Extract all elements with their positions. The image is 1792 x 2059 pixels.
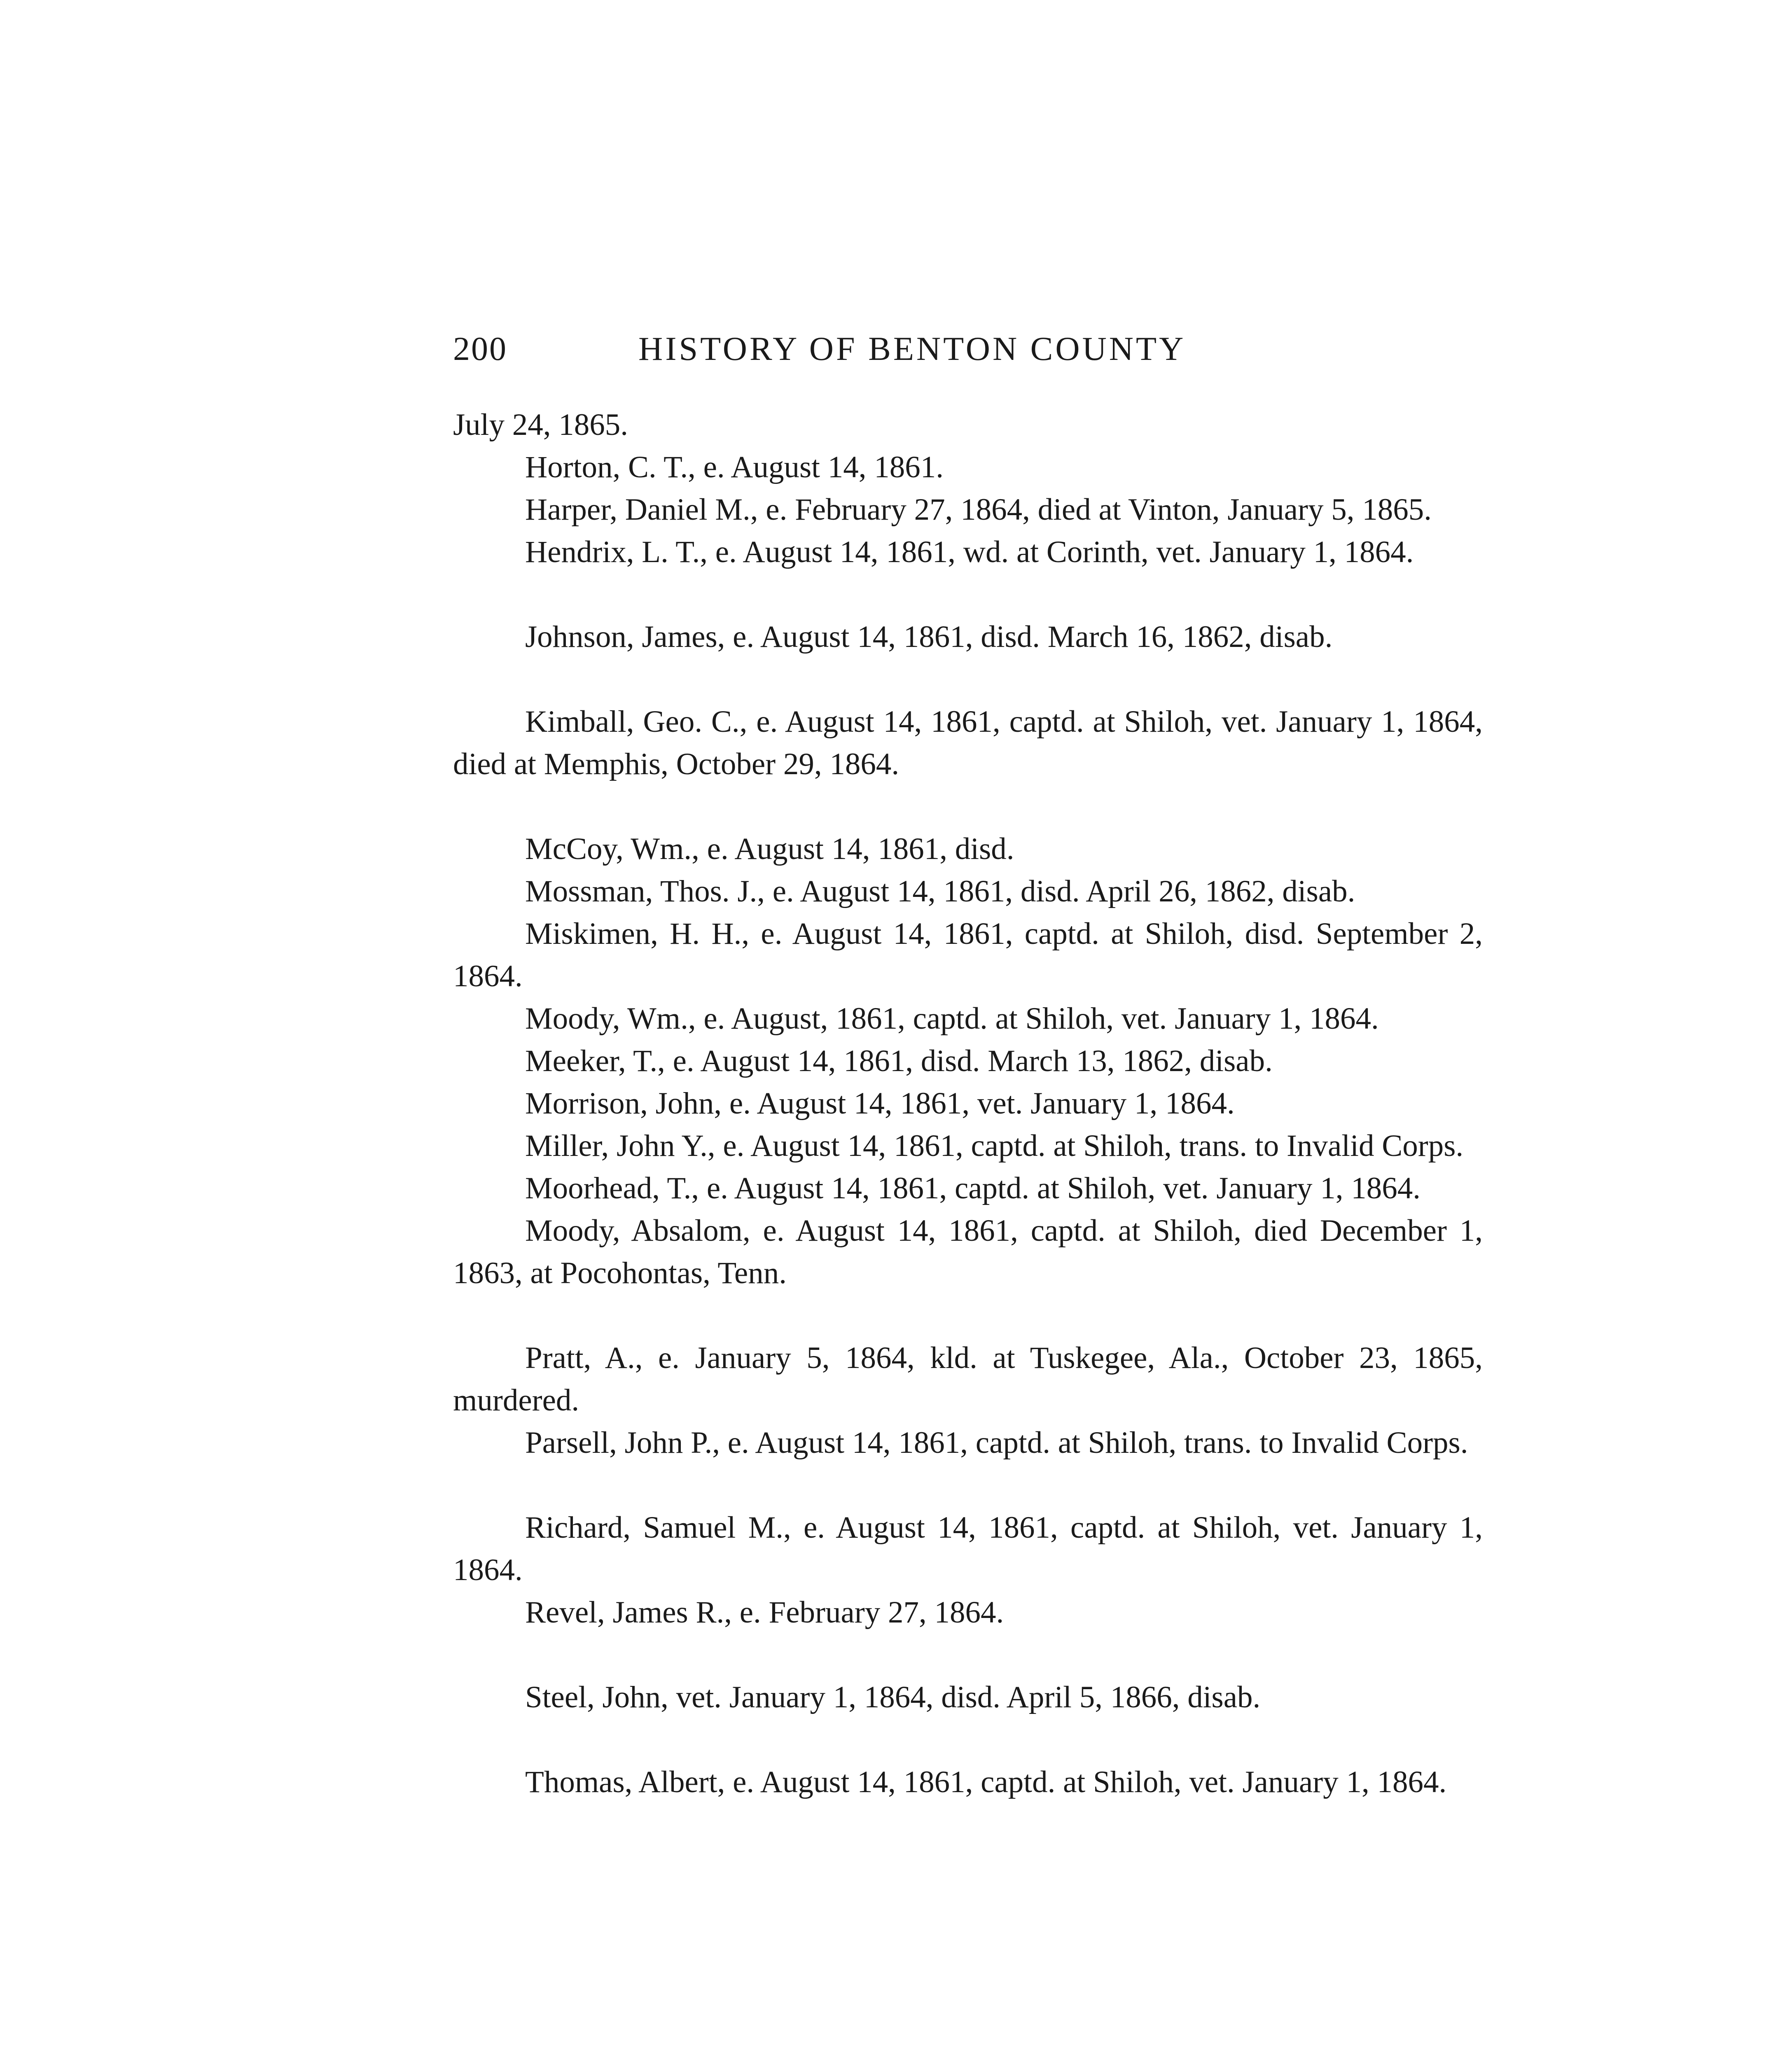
roster-entry: Moody, Absalom, e. August 14, 1861, captd. at Shiloh, died December 1, 1863, at Pocohontas, Tenn. <box>453 1214 1483 1290</box>
page-header <box>453 329 1483 375</box>
roster-entry: Hendrix, L. T., e. August 14, 1861, wd. at Corinth, vet. January 1, 1864. <box>525 535 1414 569</box>
document-page <box>453 329 1483 1803</box>
roster-entry: Harper, Daniel M., e. February 27, 1864, died at Vinton, January 5, 1865. <box>525 493 1432 527</box>
roster-entry: Pratt, A., e. January 5, 1864, kld. at Tuskegee, Ala., October 23, 1865, murdered. <box>453 1341 1483 1417</box>
roster-entry: Richard, Samuel M., e. August 14, 1861, captd. at Shiloh, vet. January 1, 1864. <box>453 1510 1483 1587</box>
roster-entry: Parsell, John P., e. August 14, 1861, captd. at Shiloh, trans. to Invalid Corps. <box>525 1426 1468 1460</box>
page-number: 200 <box>453 330 507 367</box>
roster-entry: Kimball, Geo. C., e. August 14, 1861, captd. at Shiloh, vet. January 1, 1864, died at Memphis, October 29, 1864. <box>453 705 1483 781</box>
roster-entry: Revel, James R., e. February 27, 1864. <box>525 1595 1004 1629</box>
roster-entry: Moorhead, T., e. August 14, 1861, captd. at Shiloh, vet. January 1, 1864. <box>525 1171 1421 1205</box>
roster-entries <box>453 404 1483 1803</box>
roster-entry: Steel, John, vet. January 1, 1864, disd. April 5, 1866, disab. <box>525 1680 1261 1714</box>
roster-entry: McCoy, Wm., e. August 14, 1861, disd. <box>525 832 1014 866</box>
roster-entry: Mossman, Thos. J., e. August 14, 1861, disd. April 26, 1862, disab. <box>525 874 1355 908</box>
roster-entry: Johnson, James, e. August 14, 1861, disd. March 16, 1862, disab. <box>525 620 1333 654</box>
roster-entry: July 24, 1865. <box>453 408 628 442</box>
roster-entry: Moody, Wm., e. August, 1861, captd. at Shiloh, vet. January 1, 1864. <box>525 1001 1379 1036</box>
running-head: HISTORY OF BENTON COUNTY <box>638 330 1186 367</box>
roster-entry: Miller, John Y., e. August 14, 1861, captd. at Shiloh, trans. to Invalid Corps. <box>525 1129 1464 1163</box>
roster-entry: Thomas, Albert, e. August 14, 1861, captd. at Shiloh, vet. January 1, 1864. <box>525 1765 1447 1799</box>
roster-entry: Morrison, John, e. August 14, 1861, vet. January 1, 1864. <box>525 1086 1235 1121</box>
roster-entry: Horton, C. T., e. August 14, 1861. <box>525 450 944 484</box>
roster-entry: Miskimen, H. H., e. August 14, 1861, captd. at Shiloh, disd. September 2, 1864. <box>453 917 1483 993</box>
roster-entry: Meeker, T., e. August 14, 1861, disd. March 13, 1862, disab. <box>525 1044 1273 1078</box>
